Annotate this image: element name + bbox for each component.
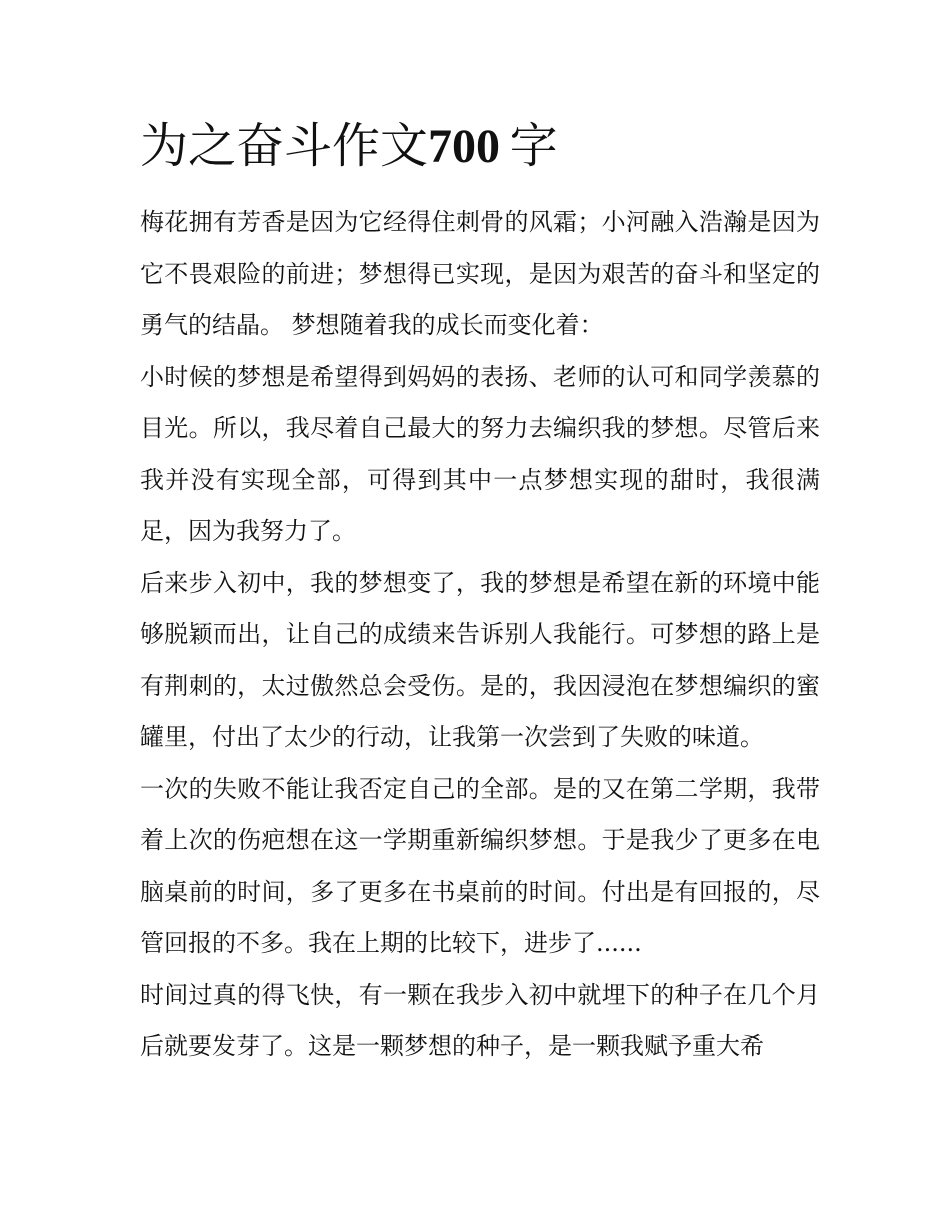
document-title <box>140 112 820 181</box>
document-body <box>140 197 820 1073</box>
paragraph-4: 一次的失败不能让我否定自己的全部。是的又在第二学期，我带着上次的伤疤想在这一学期重新编织梦想。于是我少了更多在电脑桌前的时间，多了更多在书桌前的时间。付出是有回报的，尽管回报的不多。我在上期的比较下，进步了...... <box>140 774 820 957</box>
paragraph-3: 后来步入初中，我的梦想变了，我的梦想是希望在新的环境中能够脱颖而出，让自己的成绩来告诉别人我能行。可梦想的路上是有荆刺的，太过傲然总会受伤。是的，我因浸泡在梦想编织的蜜罐里，付出了太少的行动，让我第一次尝到了失败的味道。 <box>140 568 820 751</box>
paragraph-2: 小时候的梦想是希望得到妈妈的表扬、老师的认可和同学羡慕的目光。所以，我尽着自己最大的努力去编织我的梦想。尽管后来我并没有实现全部，可得到其中一点梦想实现的甜时，我很满足，因为我努力了。 <box>140 362 820 545</box>
paragraph-5: 时间过真的得飞快，有一颗在我步入初中就埋下的种子在几个月后就要发芽了。这是一颗梦想的种子，是一颗我赋予重大希 <box>140 980 820 1060</box>
title-number: 700 <box>428 120 501 173</box>
title-suffix: 字 <box>509 118 558 174</box>
title-text: 为之奋斗作文 <box>140 118 429 174</box>
paragraph-1: 梅花拥有芳香是因为它经得住刺骨的风霜；小河融入浩瀚是因为它不畏艰险的前进；梦想得已实现，是因为艰苦的奋斗和坚定的勇气的结晶。 梦想随着我的成长而变化着： <box>140 208 820 339</box>
